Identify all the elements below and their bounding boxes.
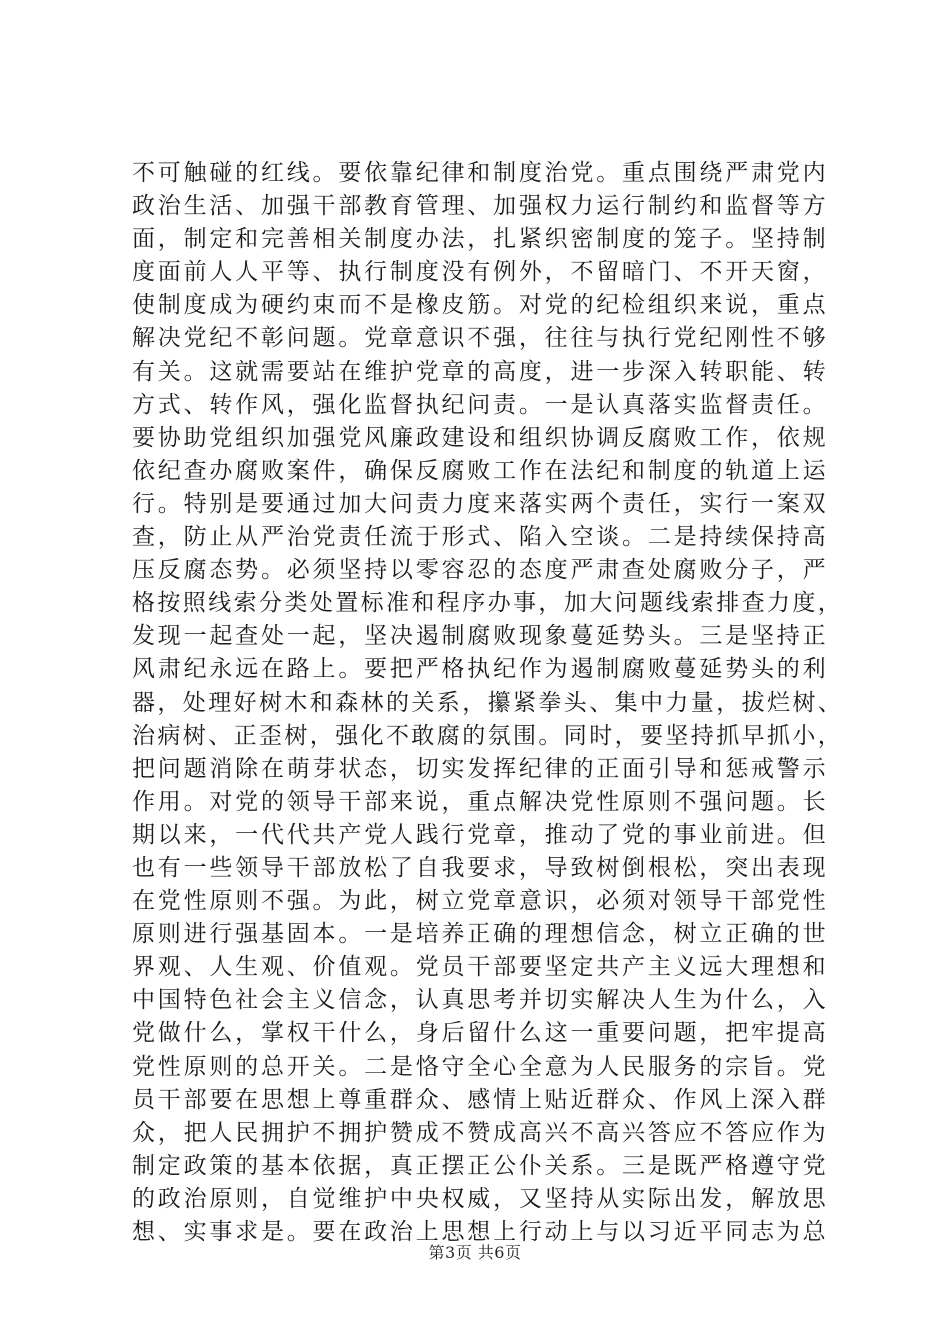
text-line: 有关。这就需要站在维护党章的高度，进一步深入转职能、转 [132, 358, 828, 385]
text-line: 原则进行强基固本。一是培养正确的理想信念，树立正确的世 [132, 921, 828, 948]
text-line: 依纪查办腐败案件，确保反腐败工作在法纪和制度的轨道上运 [132, 457, 828, 484]
text-line: 党性原则的总开关。二是恪守全心全意为人民服务的宗旨。党 [132, 1053, 828, 1080]
text-line: 行。特别是要通过加大问责力度来落实两个责任，实行一案双 [132, 490, 828, 517]
body-text [132, 157, 844, 1249]
text-line: 期以来，一代代共产党人践行党章，推动了党的事业前进。但 [132, 821, 828, 848]
text-line: 面，制定和完善相关制度办法，扎紧织密制度的笼子。坚持制 [132, 226, 828, 253]
text-line: 度面前人人平等、执行制度没有例外，不留暗门、不开天窗， [132, 259, 828, 286]
text-line: 党做什么，掌权干什么，身后留什么这一重要问题，把牢提高 [132, 1020, 828, 1047]
text-line: 方式、转作风，强化监督执纪问责。一是认真落实监督责任。 [132, 391, 828, 418]
text-line: 器，处理好树木和森林的关系，攥紧拳头、集中力量，拔烂树、 [132, 689, 844, 716]
text-line: 制定政策的基本依据，真正摆正公仆关系。三是既严格遵守党 [132, 1152, 828, 1179]
text-line: 也有一些领导干部放松了自我要求，导致树倒根松，突出表现 [132, 854, 828, 881]
text-line: 发现一起查处一起，坚决遏制腐败现象蔓延势头。三是坚持正 [132, 623, 828, 650]
text-line: 把问题消除在萌芽状态，切实发挥纪律的正面引导和惩戒警示 [132, 755, 828, 782]
text-line: 压反腐态势。必须坚持以零容忍的态度严肃查处腐败分子，严 [132, 557, 828, 584]
text-line: 治病树、正歪树，强化不敢腐的氛围。同时，要坚持抓早抓小， [132, 722, 844, 749]
text-line: 员干部要在思想上尊重群众、感情上贴近群众、作风上深入群 [132, 1086, 828, 1113]
text-line: 在党性原则不强。为此，树立党章意识，必须对领导干部党性 [132, 888, 828, 915]
text-line: 的政治原则，自觉维护中央权威，又坚持从实际出发，解放思 [132, 1185, 828, 1212]
text-line: 想、实事求是。要在政治上思想上行动上与以习近平同志为总 [132, 1219, 828, 1245]
text-line: 风肃纪永远在路上。要把严格执纪作为遏制腐败蔓延势头的利 [132, 656, 828, 683]
text-line: 中国特色社会主义信念，认真思考并切实解决人生为什么，入 [132, 987, 828, 1014]
text-line: 查，防止从严治党责任流于形式、陷入空谈。二是持续保持高 [132, 524, 828, 551]
text-line: 界观、人生观、价值观。党员干部要坚定共产主义远大理想和 [132, 954, 828, 981]
text-line: 不可触碰的红线。要依靠纪律和制度治党。重点围绕严肃党内 [132, 160, 828, 186]
text-line: 解决党纪不彰问题。党章意识不强，往往与执行党纪刚性不够 [132, 325, 828, 352]
text-line: 众，把人民拥护不拥护赞成不赞成高兴不高兴答应不答应作为 [132, 1119, 828, 1146]
text-line: 格按照线索分类处置标准和程序办事，加大问题线索排查力度， [132, 590, 844, 617]
text-line: 作用。对党的领导干部来说，重点解决党性原则不强问题。长 [132, 788, 828, 815]
page-footer: 第3页 共6页 [428, 1243, 522, 1262]
text-line: 使制度成为硬约束而不是橡皮筋。对党的纪检组织来说，重点 [132, 292, 828, 319]
text-line: 要协助党组织加强党风廉政建设和组织协调反腐败工作，依规 [132, 424, 828, 451]
text-line: 政治生活、加强干部教育管理、加强权力运行制约和监督等方 [132, 193, 828, 220]
